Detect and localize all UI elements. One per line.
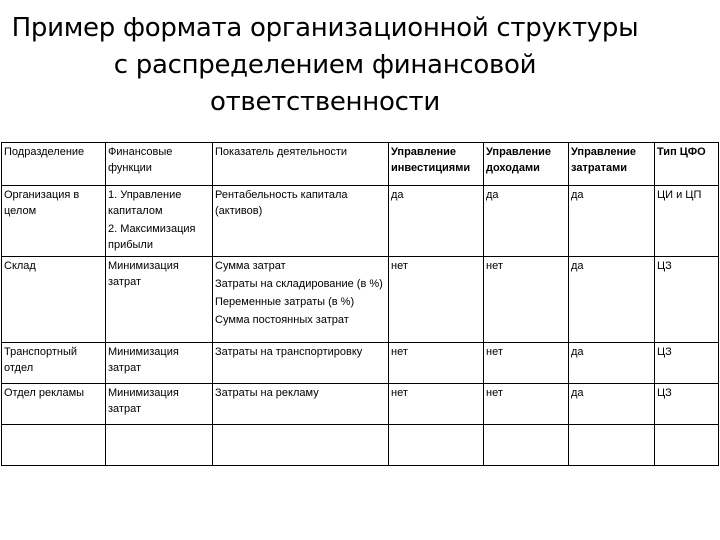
indicator-item: Затраты на складирование (в %): [215, 278, 383, 290]
function-item: Минимизация затрат: [108, 346, 179, 374]
cell-type: ЦЗ: [655, 257, 719, 343]
cell-type: ЦИ и ЦП: [655, 186, 719, 257]
page-title: [0, 10, 650, 121]
function-item: 2. Максимизация прибыли: [108, 223, 196, 251]
cell-indicators: [213, 343, 389, 384]
function-item: Минимизация затрат: [108, 387, 179, 415]
cell-empty: [389, 425, 484, 466]
header-type: Тип ЦФО: [655, 143, 719, 186]
table-row: [2, 186, 719, 257]
table-row: [2, 343, 719, 384]
cell-indicators: [213, 384, 389, 425]
indicator-item: Переменные затраты (в %): [215, 296, 355, 308]
header-income: Управление доходами: [484, 143, 569, 186]
cell-functions: [106, 257, 213, 343]
indicator-item: Затраты на транспортировку: [215, 346, 363, 358]
cell-empty: [484, 425, 569, 466]
cell-costs: да: [569, 343, 655, 384]
header-costs: Управление затратами: [569, 143, 655, 186]
cell-unit: Организация в целом: [2, 186, 106, 257]
header-investments: Управление инвестициями: [389, 143, 484, 186]
cell-empty: [106, 425, 213, 466]
header-indicators: Показатель деятельности: [213, 143, 389, 186]
cell-empty: [2, 425, 106, 466]
cell-investments: нет: [389, 384, 484, 425]
cell-investments: нет: [389, 343, 484, 384]
cell-empty: [213, 425, 389, 466]
indicator-item: Рентабельность капитала (активов): [215, 189, 348, 217]
cell-unit: Склад: [2, 257, 106, 343]
cell-indicators: [213, 186, 389, 257]
cell-costs: да: [569, 257, 655, 343]
cell-type: ЦЗ: [655, 384, 719, 425]
table-row-empty: [2, 425, 719, 466]
cell-empty: [569, 425, 655, 466]
cell-unit: Транспортный отдел: [2, 343, 106, 384]
function-item: 1. Управление капиталом: [108, 189, 182, 217]
cell-type: ЦЗ: [655, 343, 719, 384]
cell-costs: да: [569, 186, 655, 257]
cell-unit: Отдел рекламы: [2, 384, 106, 425]
table-row: [2, 384, 719, 425]
cell-functions: [106, 384, 213, 425]
cell-income: да: [484, 186, 569, 257]
indicator-item: Затраты на рекламу: [215, 387, 319, 399]
cell-investments: нет: [389, 257, 484, 343]
indicator-item: Сумма постоянных затрат: [215, 314, 349, 326]
cell-investments: да: [389, 186, 484, 257]
cell-income: нет: [484, 384, 569, 425]
function-item: Минимизация затрат: [108, 260, 179, 288]
title-line-1: Пример формата организационной структуры: [11, 13, 639, 43]
cell-income: нет: [484, 343, 569, 384]
cell-empty: [655, 425, 719, 466]
responsibility-table: [1, 142, 719, 466]
table-row: [2, 257, 719, 343]
indicator-item: Сумма затрат: [215, 260, 286, 272]
cell-functions: [106, 186, 213, 257]
header-functions: Финансовые функции: [106, 143, 213, 186]
cell-costs: да: [569, 384, 655, 425]
header-unit: Подразделение: [2, 143, 106, 186]
title-line-3: ответственности: [209, 87, 441, 117]
title-line-2: с распределением финансовой: [113, 50, 537, 80]
cell-functions: [106, 343, 213, 384]
table-header-row: [2, 143, 719, 186]
cell-income: нет: [484, 257, 569, 343]
cell-indicators: [213, 257, 389, 343]
